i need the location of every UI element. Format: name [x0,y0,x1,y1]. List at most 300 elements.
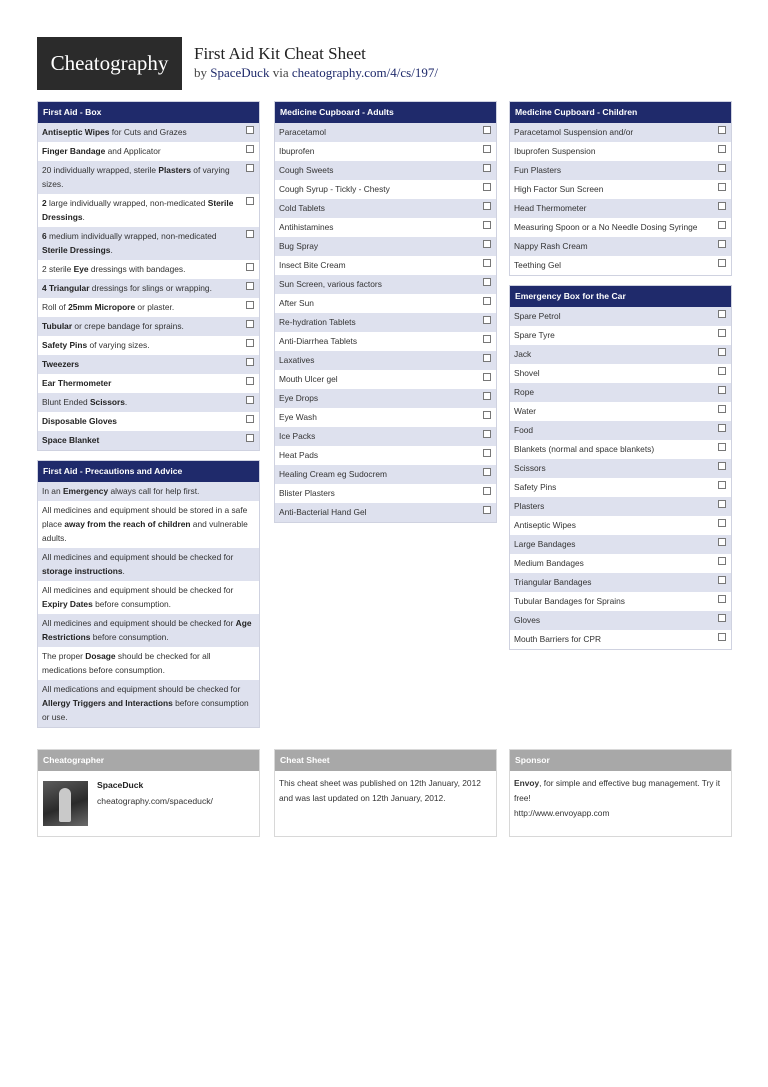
plain-text: Rope [514,387,535,397]
checklist-item [510,459,731,478]
plain-text: . [122,566,125,576]
checkbox[interactable] [483,297,491,305]
checkbox[interactable] [718,633,726,641]
checklist-item [510,402,731,421]
item-text [42,435,99,445]
checklist-item [510,237,731,256]
checklist-item [38,431,259,450]
item-text [42,127,187,137]
checklist-item [275,218,496,237]
checkbox[interactable] [718,202,726,210]
checklist-item [510,516,731,535]
item-text [279,279,382,289]
checkbox[interactable] [483,468,491,476]
bold-text: Age Restrictions [42,618,252,642]
plain-text: Ibuprofen [279,146,315,156]
plain-text: Head Thermometer [514,203,587,213]
plain-text: Paracetamol [279,127,327,137]
item-text [514,311,561,321]
plain-text: Mouth Ulcer gel [279,374,338,384]
advice-item [38,581,259,614]
checkbox[interactable] [483,316,491,324]
bold-text: Disposable Gloves [42,416,117,426]
section-header: First Aid - Box [38,102,259,123]
checklist-item [510,554,731,573]
plain-text: Food [514,425,534,435]
cheatsheet-text: This cheat sheet was published on 12th January, 2012 and was last updated on 12th January, 2012. [279,778,481,803]
checkbox[interactable] [246,377,254,385]
sponsor-name[interactable]: Envoy [514,778,540,788]
cheatographer-name[interactable]: SpaceDuck [97,780,144,790]
plain-text: . [82,212,85,222]
section-header: First Aid - Precautions and Advice [38,461,259,482]
plain-text: . [124,397,128,407]
checklist-item [275,256,496,275]
cheatsheet-header: Cheat Sheet [275,750,496,771]
checklist-item [38,374,259,393]
plain-text: Blister Plasters [279,488,335,498]
item-text [279,450,318,460]
checklist-item [38,317,259,336]
plain-text: All medicines and equipment should be stored in a safe place [42,505,248,529]
checkbox[interactable] [718,443,726,451]
sponsor-header: Sponsor [510,750,731,771]
advice-item [38,680,259,727]
item-text [514,184,603,194]
checkbox[interactable] [718,126,726,134]
checkbox[interactable] [246,434,254,442]
cheatography-logo[interactable]: Cheatography [37,37,182,90]
plain-text: Cough Syrup - Tickly - Chesty [279,184,390,194]
advice-item [38,548,259,581]
item-text [42,283,212,293]
section-header: Emergency Box for the Car [510,286,731,307]
checklist-item [38,142,259,161]
item-text [514,596,625,606]
checklist-item [275,294,496,313]
item-text [279,431,315,441]
checkbox[interactable] [483,373,491,381]
checklist-item [510,256,731,275]
item-text [279,298,314,308]
plain-text: All medicines and equipment should be checked for [42,585,234,595]
item-text [514,146,596,156]
checkbox[interactable] [483,278,491,286]
sponsor-url[interactable]: http://www.envoyapp.com [514,808,610,818]
plain-text: All medicines and equipment should be checked for [42,552,234,562]
author-link[interactable]: SpaceDuck [210,65,270,80]
plain-text: before consumption. [90,632,169,642]
section-medicine-cupboard-adults [274,101,497,523]
item-text [279,469,387,479]
checkbox[interactable] [483,449,491,457]
plain-text: Fun Plasters [514,165,562,175]
checklist-item [510,326,731,345]
checkbox[interactable] [718,405,726,413]
item-text [514,634,601,644]
checklist-item [510,123,731,142]
plain-text: Ibuprofen Suspension [514,146,596,156]
checklist-item [510,630,731,649]
plain-text: Plasters [514,501,545,511]
plain-text: and Applicator [105,146,161,156]
checkbox[interactable] [718,145,726,153]
checklist-item [275,351,496,370]
bold-text: Eye [73,264,89,274]
bold-text: Space Blanket [42,435,100,445]
plain-text: and vulnerable adults. [42,519,248,543]
plain-text: of varying sizes. [42,165,230,189]
bold-text: Allergy Triggers and Interactions [42,698,173,708]
section-emergency-box-for-the-car [509,285,732,650]
plain-text: Spare Petrol [514,311,561,321]
plain-text: dressings with bandages. [88,264,186,274]
plain-text: Teething Gel [514,260,562,270]
plain-text: After Sun [279,298,314,308]
checkbox[interactable] [483,354,491,362]
checklist-item [510,592,731,611]
checklist-item [38,336,259,355]
item-text [279,488,335,498]
checklist-item [510,199,731,218]
bold-text: 4 Triangular [42,283,90,293]
plain-text: Anti-Diarrhea Tablets [279,336,358,346]
item-text [42,165,230,189]
checkbox[interactable] [246,358,254,366]
item-text [514,482,556,492]
item-text [514,463,546,473]
item-text [42,146,161,156]
item-text [279,412,317,422]
checklist-item [38,298,259,317]
plain-text: before consumption. [92,599,171,609]
item-text [514,501,544,511]
avatar[interactable] [43,781,88,826]
checkbox[interactable] [718,500,726,508]
bold-text: Tweezers [42,359,80,369]
checkbox[interactable] [246,230,254,238]
plain-text: All medications and equipment should be checked for [42,684,241,694]
checklist-item [275,142,496,161]
plain-text: Triangular Bandages [514,577,592,587]
plain-text: Insect Bite Cream [279,260,346,270]
checkbox[interactable] [483,240,491,248]
section-body [275,123,496,522]
checklist-item [275,123,496,142]
checklist-item [275,332,496,351]
checklist-item [38,227,259,260]
item-text [279,184,390,194]
bold-text: Sterile Dressings [42,198,234,222]
plain-text: Healing Cream eg Sudocrem [279,469,387,479]
plain-text: of varying sizes. [87,340,150,350]
plain-text: Water [514,406,537,416]
plain-text: large individually wrapped, non-medicated [46,198,208,208]
item-text [514,558,584,568]
checkbox[interactable] [246,164,254,172]
checkbox[interactable] [483,164,491,172]
plain-text: 2 sterile [42,264,74,274]
item-text [42,416,117,426]
checklist-item [510,421,731,440]
checkbox[interactable] [718,614,726,622]
item-text [514,425,533,435]
plain-text: should be checked for all medications before consumption. [42,651,211,675]
checkbox[interactable] [718,424,726,432]
checkbox[interactable] [246,197,254,205]
plain-text: Bug Spray [279,241,319,251]
checkbox[interactable] [718,183,726,191]
item-text [514,349,531,359]
plain-text: Laxatives [279,355,315,365]
plain-text: Jack [514,349,532,359]
section-header: Medicine Cupboard - Children [510,102,731,123]
item-text [514,406,536,416]
checkbox[interactable] [718,538,726,546]
checkbox[interactable] [483,335,491,343]
checklist-item [510,440,731,459]
item-text [42,231,217,255]
advice-item [38,482,259,501]
plain-text: Measuring Spoon or a No Needle Dosing Syringe [514,222,698,232]
plain-text: Antihistamines [279,222,334,232]
checkbox[interactable] [483,430,491,438]
plain-text: Safety Pins [514,482,557,492]
item-text [279,241,318,251]
advice-item [38,647,259,680]
section-medicine-cupboard-children [509,101,732,276]
sponsor-body [510,771,731,826]
item-text [42,552,233,576]
page-subtitle [194,65,438,81]
cheatographer-url[interactable]: cheatography.com/spaceduck/ [97,796,213,806]
checkbox[interactable] [718,481,726,489]
bold-text: 2 [42,198,47,208]
item-text [279,146,314,156]
checkbox[interactable] [246,320,254,328]
item-text [279,336,357,346]
page-title: First Aid Kit Cheat Sheet [194,44,366,63]
item-text [42,302,174,312]
checkbox[interactable] [483,126,491,134]
item-text [514,539,575,549]
checkbox[interactable] [483,145,491,153]
plain-text: dressings for slings or wrapping. [89,283,212,293]
checkbox[interactable] [718,557,726,565]
item-text [279,260,346,270]
checkbox[interactable] [718,240,726,248]
item-text [279,507,367,517]
checklist-item [275,180,496,199]
bold-text: 6 [42,231,47,241]
plain-text: before consumption or use. [42,698,249,722]
by-label: by [194,65,207,80]
bold-text: Plasters [158,165,191,175]
checklist-item [275,484,496,503]
item-text [42,505,248,543]
bold-text: Ear Thermometer [42,378,112,388]
checkbox[interactable] [246,339,254,347]
checkbox[interactable] [483,183,491,191]
plain-text: 20 individually wrapped, sterile [42,165,159,175]
item-text [279,393,318,403]
cheatographer-header: Cheatographer [38,750,259,771]
item-text [514,203,586,213]
plain-text: Sun Screen, various factors [279,279,382,289]
checkbox[interactable] [718,348,726,356]
checkbox[interactable] [246,301,254,309]
plain-text: Large Bandages [514,539,576,549]
checklist-item [510,161,731,180]
checklist-item [510,535,731,554]
plain-text: Shovel [514,368,540,378]
checkbox[interactable] [246,415,254,423]
checklist-item [275,275,496,294]
checklist-item [275,503,496,522]
checklist-item [510,218,731,237]
bold-text: Scissors [89,397,125,407]
plain-text: Antiseptic Wipes [514,520,576,530]
checkbox[interactable] [246,282,254,290]
checkbox[interactable] [483,259,491,267]
checkbox[interactable] [718,164,726,172]
checklist-item [510,573,731,592]
item-text [279,355,314,365]
checkbox[interactable] [718,310,726,318]
section-body [38,482,259,727]
plain-text: or crepe bandage for sprains. [72,321,184,331]
cheatographer-box [37,749,260,837]
bold-text: Expiry Dates [42,599,93,609]
plain-text: Heat Pads [279,450,319,460]
checklist-item [38,123,259,142]
plain-text: Blankets (normal and space blankets) [514,444,655,454]
checkbox[interactable] [483,487,491,495]
item-text [279,165,333,175]
plain-text: Blunt Ended [42,397,90,407]
cheatographer-info [97,777,213,809]
item-text [42,359,79,369]
via-label: via [272,65,289,80]
column-3 [509,101,732,659]
checklist-item [275,237,496,256]
plain-text: Anti-Bacterial Hand Gel [279,507,367,517]
checkbox[interactable] [483,411,491,419]
checklist-item [38,194,259,227]
checkbox[interactable] [483,221,491,229]
checkbox[interactable] [718,576,726,584]
plain-text: medium individually wrapped, non-medicated [46,231,217,241]
item-text [514,444,654,454]
column-1 [37,101,260,737]
checklist-item [38,393,259,412]
section-first-aid-box [37,101,260,451]
checklist-item [38,412,259,431]
checklist-item [275,446,496,465]
checklist-item [510,307,731,326]
checkbox[interactable] [246,263,254,271]
item-text [42,585,233,609]
bold-text: 25mm Micropore [68,302,136,312]
plain-text: Tubular Bandages for Sprains [514,596,625,606]
checklist-item [38,279,259,298]
checkbox[interactable] [718,329,726,337]
plain-text: Paracetamol Suspension and/or [514,127,634,137]
plain-text: Gloves [514,615,541,625]
checklist-item [275,465,496,484]
item-text [42,618,252,642]
checklist-item [510,364,731,383]
plain-text: Spare Tyre [514,330,555,340]
item-text [42,378,111,388]
item-text [42,321,184,331]
item-text [514,127,633,137]
checkbox[interactable] [718,367,726,375]
checklist-item [275,161,496,180]
checkbox[interactable] [483,202,491,210]
checklist-item [510,383,731,402]
item-text [42,651,211,675]
checkbox[interactable] [718,595,726,603]
checklist-item [510,478,731,497]
column-2 [274,101,497,532]
checklist-item [510,180,731,199]
checklist-item [38,355,259,374]
bold-text: Antiseptic Wipes [42,127,110,137]
checkbox[interactable] [483,392,491,400]
item-text [514,368,540,378]
plain-text: High Factor Sun Screen [514,184,604,194]
checkbox[interactable] [483,506,491,514]
section-body [510,307,731,649]
plain-text: Ice Packs [279,431,316,441]
bold-text: Emergency [62,486,109,496]
plain-text: or plaster. [135,302,175,312]
sponsor-box [509,749,732,837]
checkbox[interactable] [718,259,726,267]
section-first-aid-precautions-and-advice [37,460,260,728]
checklist-item [275,408,496,427]
item-text [514,222,697,232]
plain-text: Nappy Rash Cream [514,241,588,251]
item-text [279,374,338,384]
item-text [514,615,540,625]
checkbox[interactable] [718,386,726,394]
item-text [514,387,534,397]
checklist-item [275,370,496,389]
sponsor-text: , for simple and effective bug management. Try it free! [514,778,721,803]
item-text [279,203,325,213]
checklist-item [510,611,731,630]
checkbox[interactable] [718,462,726,470]
checkbox[interactable] [246,396,254,404]
section-body [510,123,731,275]
checklist-item [38,260,259,279]
checkbox[interactable] [246,145,254,153]
checkbox[interactable] [718,519,726,527]
item-text [42,198,233,222]
checklist-item [275,389,496,408]
plain-text: Roll of [42,302,69,312]
sheet-url-link[interactable]: cheatography.com/4/cs/197/ [291,65,438,80]
bold-text: away from the reach of children [64,519,191,529]
checklist-item [510,345,731,364]
advice-item [38,501,259,548]
checkbox[interactable] [718,221,726,229]
item-text [514,577,591,587]
checkbox[interactable] [246,126,254,134]
item-text [514,165,561,175]
